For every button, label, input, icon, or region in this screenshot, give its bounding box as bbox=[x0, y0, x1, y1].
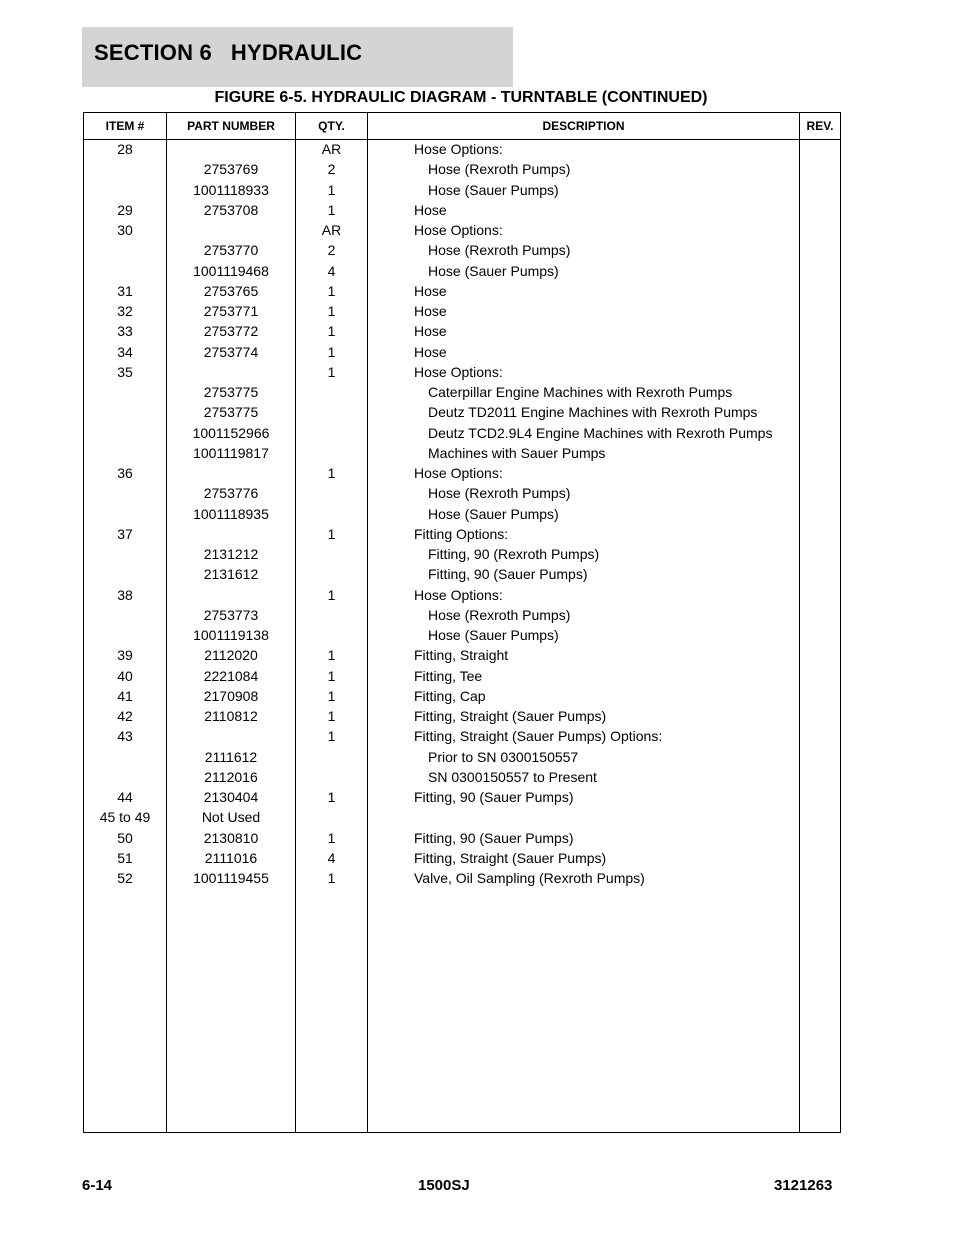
table-row bbox=[84, 868, 840, 888]
quantity: 2 bbox=[327, 161, 336, 178]
table-row bbox=[84, 180, 840, 200]
section-title: SECTION 6 HYDRAULIC bbox=[94, 40, 363, 65]
column-header-rev: REV. bbox=[806, 119, 834, 133]
table-row bbox=[84, 463, 840, 483]
table-row bbox=[84, 726, 840, 746]
item-number: 40 bbox=[117, 667, 133, 684]
document-number: 3121263 bbox=[774, 1177, 833, 1194]
quantity: 2 bbox=[327, 242, 336, 259]
part-number: 2112016 bbox=[204, 768, 258, 785]
description: Hose Options: bbox=[414, 222, 503, 238]
description: Caterpillar Engine Machines with Rexroth Pumps bbox=[428, 384, 733, 400]
table-row bbox=[84, 342, 840, 362]
item-number: 52 bbox=[117, 870, 133, 886]
column-header-description: DESCRIPTION bbox=[542, 119, 625, 133]
description: Hose Options: bbox=[414, 141, 503, 157]
item-number: 36 bbox=[117, 465, 133, 481]
description: Hose (Rexroth Pumps) bbox=[428, 161, 571, 178]
description: Hose bbox=[414, 323, 447, 340]
table-row bbox=[84, 828, 840, 848]
quantity: 1 bbox=[327, 667, 336, 684]
table-row bbox=[84, 645, 840, 665]
description: Hose (Sauer Pumps) bbox=[428, 181, 559, 198]
description: Hose Options: bbox=[414, 363, 503, 380]
table-row bbox=[84, 585, 840, 605]
description: Fitting, 90 (Sauer Pumps) bbox=[414, 829, 574, 846]
part-number: 1001119468 bbox=[193, 262, 269, 279]
item-number: 38 bbox=[117, 586, 133, 603]
table-row bbox=[84, 544, 840, 564]
part-number: 1001118935 bbox=[193, 505, 269, 522]
item-number: 29 bbox=[117, 201, 133, 218]
part-number: 2753774 bbox=[203, 343, 259, 360]
table-row bbox=[84, 504, 840, 524]
figure-title: FIGURE 6-5. HYDRAULIC DIAGRAM - TURNTABLE (CONTINUED) bbox=[214, 89, 708, 106]
part-number: 1001119455 bbox=[193, 870, 269, 886]
part-number: 2111612 bbox=[204, 748, 258, 765]
description: Fitting, Tee bbox=[414, 667, 483, 684]
quantity: 1 bbox=[327, 789, 336, 805]
description: SN 0300150557 to Present bbox=[428, 768, 597, 785]
part-number: 2753773 bbox=[203, 606, 259, 623]
description: Hose bbox=[414, 343, 447, 360]
column-header-part-number: PART NUMBER bbox=[187, 119, 275, 133]
item-number: 32 bbox=[117, 303, 133, 319]
table-row bbox=[84, 625, 840, 645]
item-number: 30 bbox=[117, 222, 133, 238]
description: Hose Options: bbox=[414, 465, 503, 481]
column-header-item: ITEM # bbox=[105, 119, 145, 133]
description: Machines with Sauer Pumps bbox=[428, 444, 606, 461]
table-row bbox=[84, 605, 840, 625]
item-number: 31 bbox=[117, 282, 133, 299]
table-row bbox=[84, 159, 840, 179]
description: Hose Options: bbox=[414, 586, 503, 603]
description: Hose bbox=[414, 282, 447, 299]
quantity: 1 bbox=[327, 829, 336, 846]
item-number: 44 bbox=[117, 789, 133, 805]
quantity: 1 bbox=[327, 282, 336, 299]
table-row bbox=[84, 747, 840, 767]
description: Hose (Rexroth Pumps) bbox=[428, 242, 571, 259]
quantity: 1 bbox=[327, 363, 336, 380]
table-row bbox=[84, 767, 840, 787]
table-row bbox=[84, 382, 840, 402]
parts-table bbox=[83, 112, 841, 1133]
table-row bbox=[84, 666, 840, 686]
table-row bbox=[84, 362, 840, 382]
table-body bbox=[84, 139, 840, 888]
quantity: 1 bbox=[327, 465, 336, 481]
quantity: AR bbox=[321, 222, 342, 238]
part-number: 1001152966 bbox=[192, 424, 270, 441]
description: Fitting, Straight (Sauer Pumps) bbox=[414, 849, 607, 866]
quantity: 1 bbox=[327, 525, 336, 542]
description: Hose (Rexroth Pumps) bbox=[428, 485, 571, 502]
item-number: 37 bbox=[117, 525, 133, 542]
part-number: 2170908 bbox=[203, 687, 259, 704]
description: Hose bbox=[414, 303, 447, 319]
part-number: 2753775 bbox=[203, 404, 259, 421]
quantity: 1 bbox=[327, 687, 336, 704]
column-header-qty: QTY. bbox=[318, 119, 345, 133]
table-row bbox=[84, 240, 840, 260]
table-row bbox=[84, 261, 840, 281]
table-row bbox=[84, 200, 840, 220]
part-number: 2753772 bbox=[203, 323, 259, 340]
description: Fitting, Straight (Sauer Pumps) Options: bbox=[414, 728, 663, 745]
part-number: 2110812 bbox=[204, 708, 258, 724]
quantity: 1 bbox=[327, 586, 336, 603]
description: Deutz TCD2.9L4 Engine Machines with Rexroth Pumps bbox=[428, 424, 773, 441]
table-row bbox=[84, 281, 840, 301]
part-number: 2131612 bbox=[203, 566, 259, 583]
table-row bbox=[84, 483, 840, 503]
table-row bbox=[84, 524, 840, 544]
description: Hose (Sauer Pumps) bbox=[428, 505, 559, 522]
table-row bbox=[84, 848, 840, 868]
description: Fitting, Straight bbox=[414, 647, 509, 664]
quantity: 1 bbox=[327, 181, 336, 198]
item-number: 33 bbox=[117, 323, 133, 340]
quantity: 1 bbox=[327, 303, 336, 319]
description: Fitting, Cap bbox=[414, 687, 486, 704]
table-row bbox=[84, 423, 840, 443]
description: Prior to SN 0300150557 bbox=[428, 748, 579, 765]
table-row bbox=[84, 807, 840, 827]
part-number: 2221084 bbox=[203, 667, 259, 684]
description: Fitting, 90 (Sauer Pumps) bbox=[428, 566, 588, 583]
quantity: 1 bbox=[327, 647, 336, 664]
part-number: 2112020 bbox=[204, 647, 258, 664]
description: Hose (Sauer Pumps) bbox=[428, 627, 559, 643]
part-number: 2111016 bbox=[204, 849, 258, 866]
description: Valve, Oil Sampling (Rexroth Pumps) bbox=[414, 870, 645, 886]
item-number: 51 bbox=[117, 849, 133, 866]
part-number: 2753770 bbox=[203, 242, 259, 259]
table-row bbox=[84, 220, 840, 240]
part-number: 2753769 bbox=[203, 161, 259, 178]
description: Fitting Options: bbox=[414, 525, 509, 542]
quantity: AR bbox=[321, 141, 342, 157]
quantity: 1 bbox=[327, 708, 336, 724]
item-number: 42 bbox=[117, 708, 133, 724]
description: Deutz TD2011 Engine Machines with Rexroth Pumps bbox=[428, 404, 758, 421]
description: Hose bbox=[414, 201, 447, 218]
quantity: 4 bbox=[327, 262, 336, 279]
quantity: 1 bbox=[327, 201, 336, 218]
part-number: 2753775 bbox=[203, 384, 259, 400]
part-number: 1001118933 bbox=[193, 181, 269, 198]
part-number: 2753708 bbox=[203, 201, 259, 218]
part-number: 2753776 bbox=[203, 485, 259, 502]
table-row bbox=[84, 402, 840, 422]
item-number: 50 bbox=[117, 829, 133, 846]
table-row bbox=[84, 787, 840, 807]
quantity: 4 bbox=[327, 849, 336, 866]
description: Hose (Rexroth Pumps) bbox=[428, 606, 571, 623]
description: Fitting, 90 (Rexroth Pumps) bbox=[428, 546, 600, 562]
page-number: 6-14 bbox=[82, 1177, 113, 1194]
description: Fitting, 90 (Sauer Pumps) bbox=[414, 789, 574, 805]
item-number: 43 bbox=[117, 728, 133, 745]
part-number: 1001119138 bbox=[193, 627, 269, 643]
item-number: 28 bbox=[117, 141, 133, 157]
item-number: 35 bbox=[117, 363, 133, 380]
table-row bbox=[84, 139, 840, 159]
item-number: 39 bbox=[117, 647, 133, 664]
quantity: 1 bbox=[327, 870, 336, 886]
part-number: 1001119817 bbox=[193, 444, 269, 461]
table-row bbox=[84, 686, 840, 706]
quantity: 1 bbox=[327, 323, 336, 340]
table-row bbox=[84, 321, 840, 341]
table-row bbox=[84, 564, 840, 584]
model-number: 1500SJ bbox=[418, 1177, 470, 1194]
part-number: 2130810 bbox=[203, 829, 259, 846]
table-row bbox=[84, 443, 840, 463]
item-number: 41 bbox=[117, 687, 133, 704]
quantity: 1 bbox=[327, 343, 336, 360]
part-number: Not Used bbox=[201, 809, 261, 826]
part-number: 2753771 bbox=[203, 303, 259, 319]
item-number: 45 to 49 bbox=[99, 809, 151, 826]
description: Fitting, Straight (Sauer Pumps) bbox=[414, 708, 607, 724]
table-row bbox=[84, 706, 840, 726]
quantity: 1 bbox=[327, 728, 336, 745]
description: Hose (Sauer Pumps) bbox=[428, 262, 559, 279]
part-number: 2130404 bbox=[203, 789, 259, 805]
part-number: 2753765 bbox=[203, 282, 259, 299]
table-row bbox=[84, 301, 840, 321]
item-number: 34 bbox=[117, 343, 133, 360]
part-number: 2131212 bbox=[203, 546, 259, 562]
